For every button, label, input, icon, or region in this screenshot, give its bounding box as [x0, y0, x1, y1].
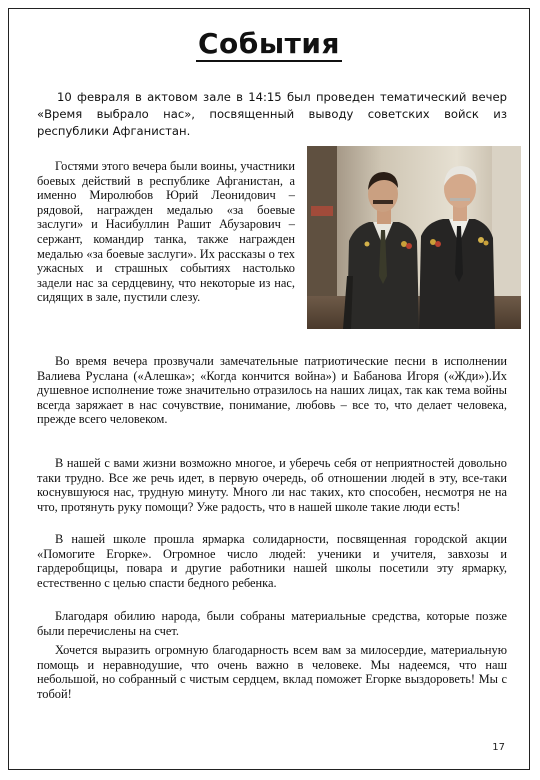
page-title	[9, 27, 529, 60]
veterans-photo-image	[307, 146, 521, 329]
paragraph-gratitude: Хочется выразить огромную благодарность всем вам за милосердие, материальную помощь и неравнодушие, что очень важно в человеке. Мы надеемся, что наш небольшой, но собранный с чистым сердцем, вклад поможет Егорке выздороветь! Мы с тобой!	[37, 643, 507, 701]
page-number: 17	[492, 742, 505, 753]
paragraph-fair: В нашей школе прошла ярмарка солидарности, посвященная городской акции «Помогите Егорке». Огромное число людей: ученики и учителя, завхозы и гардеробщицы, повара и другие работники нашей школы посетили эту ярмарку, естественно с целью спасти бедного ребенка.	[37, 532, 507, 590]
veterans-photo	[307, 146, 521, 329]
page-title-text: События	[198, 27, 340, 60]
paragraph-help: В нашей с вами жизни возможно многое, и уберечь себя от неприятностей довольно таки трудно. Все же речь идет, в первую очередь, об отношении людей в эту, все-таки коснувшуюся нас, трудную минуту. Много ли нас таких, кто способен, несмотря не на что, протянуть руку помощи? Уже радость, что в нашей школе такие люди есть!	[37, 456, 507, 514]
guests-paragraph: Гостями этого вечера были воины, участники боевых действий в республике Афганистан, а именно Миролюбов Юрий Леонидович – рядовой, награжден медалью «за боевые заслуги» и Насибуллин Рашит Абузарович – сержант, командир танка, также награжден медалью «за боевые заслуги». Их рассказы о тех ужасных и страшных событиях настолько задели нас за сердцевину, что некоторые из нас, сидящих в зале, пустили слезу.	[37, 159, 295, 305]
intro-paragraph: 10 февраля в актовом зале в 14:15 был проведен тематический вечер «Время выбрало нас», посвященный выводу советских войск из республики Афганистан.	[37, 90, 507, 138]
paragraph-songs: Во время вечера прозвучали замечательные патриотические песни в исполнении Валиева Руслана («Алешка»; «Когда кончится война») и Бабанова Игоря («Жди»).Их душевное исполнение тоже значительно отразилось на наших лицах, так как тема войны всегда заряжает в нас сочувствие, понимание, любовь – все то, что делает человека, прежде всего человеком.	[37, 354, 507, 427]
document-page	[8, 8, 530, 770]
paragraph-funds: Благодаря обилию народа, были собраны материальные средства, которые позже были перечислены на счет.	[37, 609, 507, 638]
